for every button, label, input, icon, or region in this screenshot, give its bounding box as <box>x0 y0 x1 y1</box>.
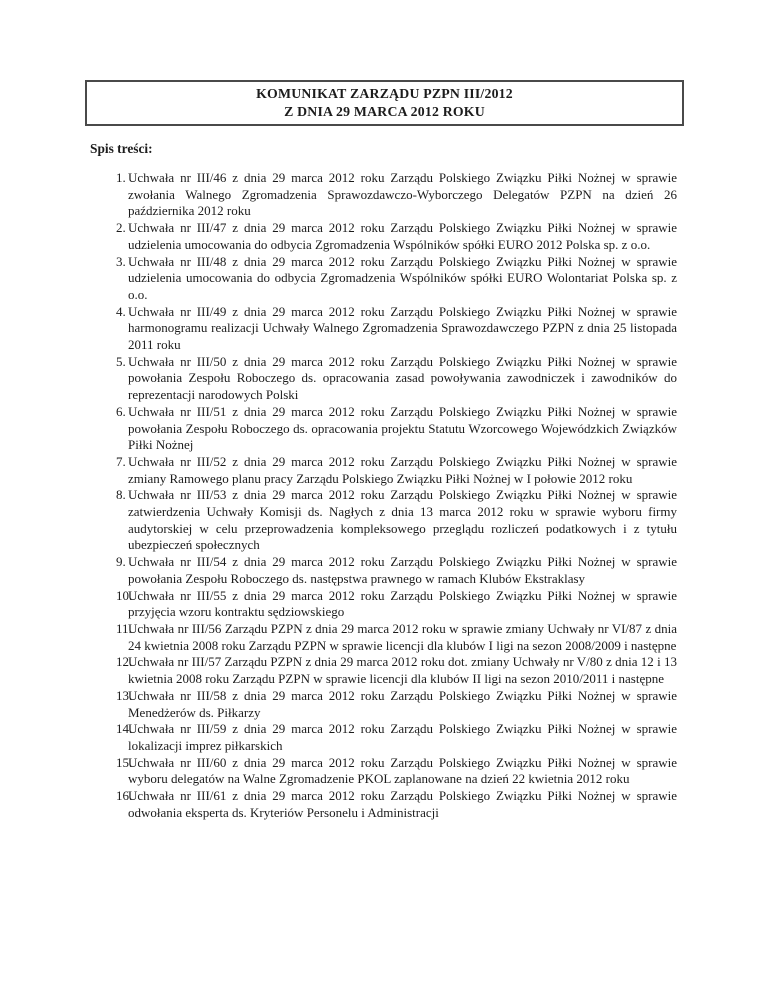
toc-item-text: Uchwała nr III/60 z dnia 29 marca 2012 roku Zarządu Polskiego Związku Piłki Nożnej w sprawie wyboru delegatów na Walne Zgromadzenie PKOL zaplanowane na dzień 22 kwietnia 2012 roku <box>128 754 677 787</box>
toc-item-text: Uchwała nr III/47 z dnia 29 marca 2012 roku Zarządu Polskiego Związku Piłki Nożnej w sprawie udzielenia umocowania do odbycia Zgromadzenia Wspólników spółki EURO 2012 Polska sp. z o.o. <box>128 220 677 252</box>
toc-item-number: 12. <box>116 654 133 670</box>
toc-item-number: 16. <box>116 788 133 804</box>
toc-item <box>90 254 677 304</box>
document-title-line2: Z DNIA 29 MARCA 2012 ROKU <box>284 103 485 119</box>
toc-item <box>90 721 677 754</box>
toc-item-text: Uchwała nr III/56 Zarządu PZPN z dnia 29 marca 2012 roku w sprawie zmiany Uchwały nr VI/87 z dnia 24 kwietnia 2008 roku Zarządu PZPN w sprawie licencji dla klubów I ligi na sezon 2008/2009 i następne <box>128 620 677 653</box>
toc-item-text: Uchwała nr III/58 z dnia 29 marca 2012 roku Zarządu Polskiego Związku Piłki Nożnej w sprawie Menedżerów ds. Piłkarzy <box>128 687 677 720</box>
toc-item <box>90 170 677 220</box>
toc-item-number: 5. <box>116 353 126 369</box>
toc-item-text: Uchwała nr III/59 z dnia 29 marca 2012 roku Zarządu Polskiego Związku Piłki Nożnej w sprawie lokalizacji imprez piłkarskich <box>128 721 677 753</box>
toc-item <box>90 554 677 587</box>
toc-item-number: 8. <box>116 487 126 503</box>
toc-item-number: 11. <box>116 620 132 636</box>
toc-item-text: Uchwała nr III/54 z dnia 29 marca 2012 roku Zarządu Polskiego Związku Piłki Nożnej w sprawie powołania Zespołu Roboczego ds. następstwa prawnego w ramach Klubów Ekstraklasy <box>128 554 677 586</box>
toc-item <box>90 404 677 454</box>
toc-item <box>90 304 677 354</box>
toc-item-number: 2. <box>116 220 126 236</box>
toc-item-number: 1. <box>116 170 126 185</box>
toc-item <box>90 220 677 253</box>
toc-item-number: 6. <box>116 403 126 419</box>
toc-item <box>90 788 677 821</box>
toc-list <box>90 170 677 821</box>
toc-item-text: Uchwała nr III/48 z dnia 29 marca 2012 roku Zarządu Polskiego Związku Piłki Nożnej w sprawie udzielenia umocowania do odbycia Zgromadzenia Wspólników spółki EURO Wolontariat Polska sp. z o.o. <box>128 253 677 302</box>
toc-item <box>90 354 677 404</box>
toc-item <box>90 454 677 487</box>
toc-item-text: Uchwała nr III/55 z dnia 29 marca 2012 roku Zarządu Polskiego Związku Piłki Nożnej w sprawie przyjęcia wzoru kontraktu sędziowskiego <box>128 587 677 620</box>
toc-item-text: Uchwała nr III/52 z dnia 29 marca 2012 roku Zarządu Polskiego Związku Piłki Nożnej w sprawie zmiany Ramowego planu pracy Zarządu Polskiego Związku Piłki Nożnej w I połowie 2012 roku <box>128 453 677 486</box>
document-title-line1: KOMUNIKAT ZARZĄDU PZPN III/2012 <box>256 86 513 101</box>
toc-item-text: Uchwała nr III/57 Zarządu PZPN z dnia 29 marca 2012 roku dot. zmiany Uchwały nr V/80 z dnia 12 i 13 kwietnia 2008 roku Zarządu PZPN w sprawie licencji dla klubów II ligi na sezon 2010/2011 i następne <box>128 654 677 687</box>
toc-item-number: 4. <box>116 303 126 319</box>
document-title-box <box>85 80 684 126</box>
toc-item <box>90 654 677 687</box>
toc-item-text: Uchwała nr III/53 z dnia 29 marca 2012 roku Zarządu Polskiego Związku Piłki Nożnej w sprawie zatwierdzenia Uchwały Komisji ds. Nagłych z dnia 13 marca 2012 roku w sprawie wyboru firmy audytorskiej w celu przeprowadzenia kompleksowego przeglądu rozliczeń podatkowych i z tytułu ubezpieczeń społecznych <box>128 487 677 553</box>
toc-item-text: Uchwała nr III/50 z dnia 29 marca 2012 roku Zarządu Polskiego Związku Piłki Nożnej w sprawie powołania Zespołu Roboczego ds. opracowania zasad powoływania zawodniczek i zawodników do reprezentacji narodowych Polski <box>128 353 677 403</box>
toc-item-number: 10. <box>116 587 133 603</box>
toc-item-number: 3. <box>116 253 126 269</box>
toc-item <box>90 487 677 554</box>
toc-item-number: 9. <box>116 554 126 570</box>
toc-item-number: 15. <box>116 754 133 770</box>
toc-item <box>90 755 677 788</box>
toc-item-text: Uchwała nr III/61 z dnia 29 marca 2012 roku Zarządu Polskiego Związku Piłki Nożnej w sprawie odwołania eksperta ds. Kryteriów Personelu i Administracji <box>128 788 677 820</box>
toc-item-text: Uchwała nr III/46 z dnia 29 marca 2012 roku Zarządu Polskiego Związku Piłki Nożnej w sprawie zwołania Walnego Zgromadzenia Sprawozdawczo-Wyborczego Delegatów PZPN na dzień 26 października 2012 roku <box>128 170 677 219</box>
toc-item-text: Uchwała nr III/51 z dnia 29 marca 2012 roku Zarządu Polskiego Związku Piłki Nożnej w sprawie powołania Zespołu Roboczego ds. opracowania projektu Statutu Wzorcowego Wojewódzkich Związków Piłki Nożnej <box>128 403 677 453</box>
toc-item-number: 14. <box>116 721 133 737</box>
toc-heading: Spis treści: <box>90 141 153 156</box>
toc-item-number: 7. <box>116 453 126 469</box>
toc-item-text: Uchwała nr III/49 z dnia 29 marca 2012 roku Zarządu Polskiego Związku Piłki Nożnej w sprawie harmonogramu realizacji Uchwały Walnego Zgromadzenia Sprawozdawczego PZPN z dnia 25 listopada 2011 roku <box>128 303 677 353</box>
toc-item <box>90 621 677 654</box>
toc-item <box>90 588 677 621</box>
toc-item-number: 13. <box>116 687 133 703</box>
toc-item <box>90 688 677 721</box>
